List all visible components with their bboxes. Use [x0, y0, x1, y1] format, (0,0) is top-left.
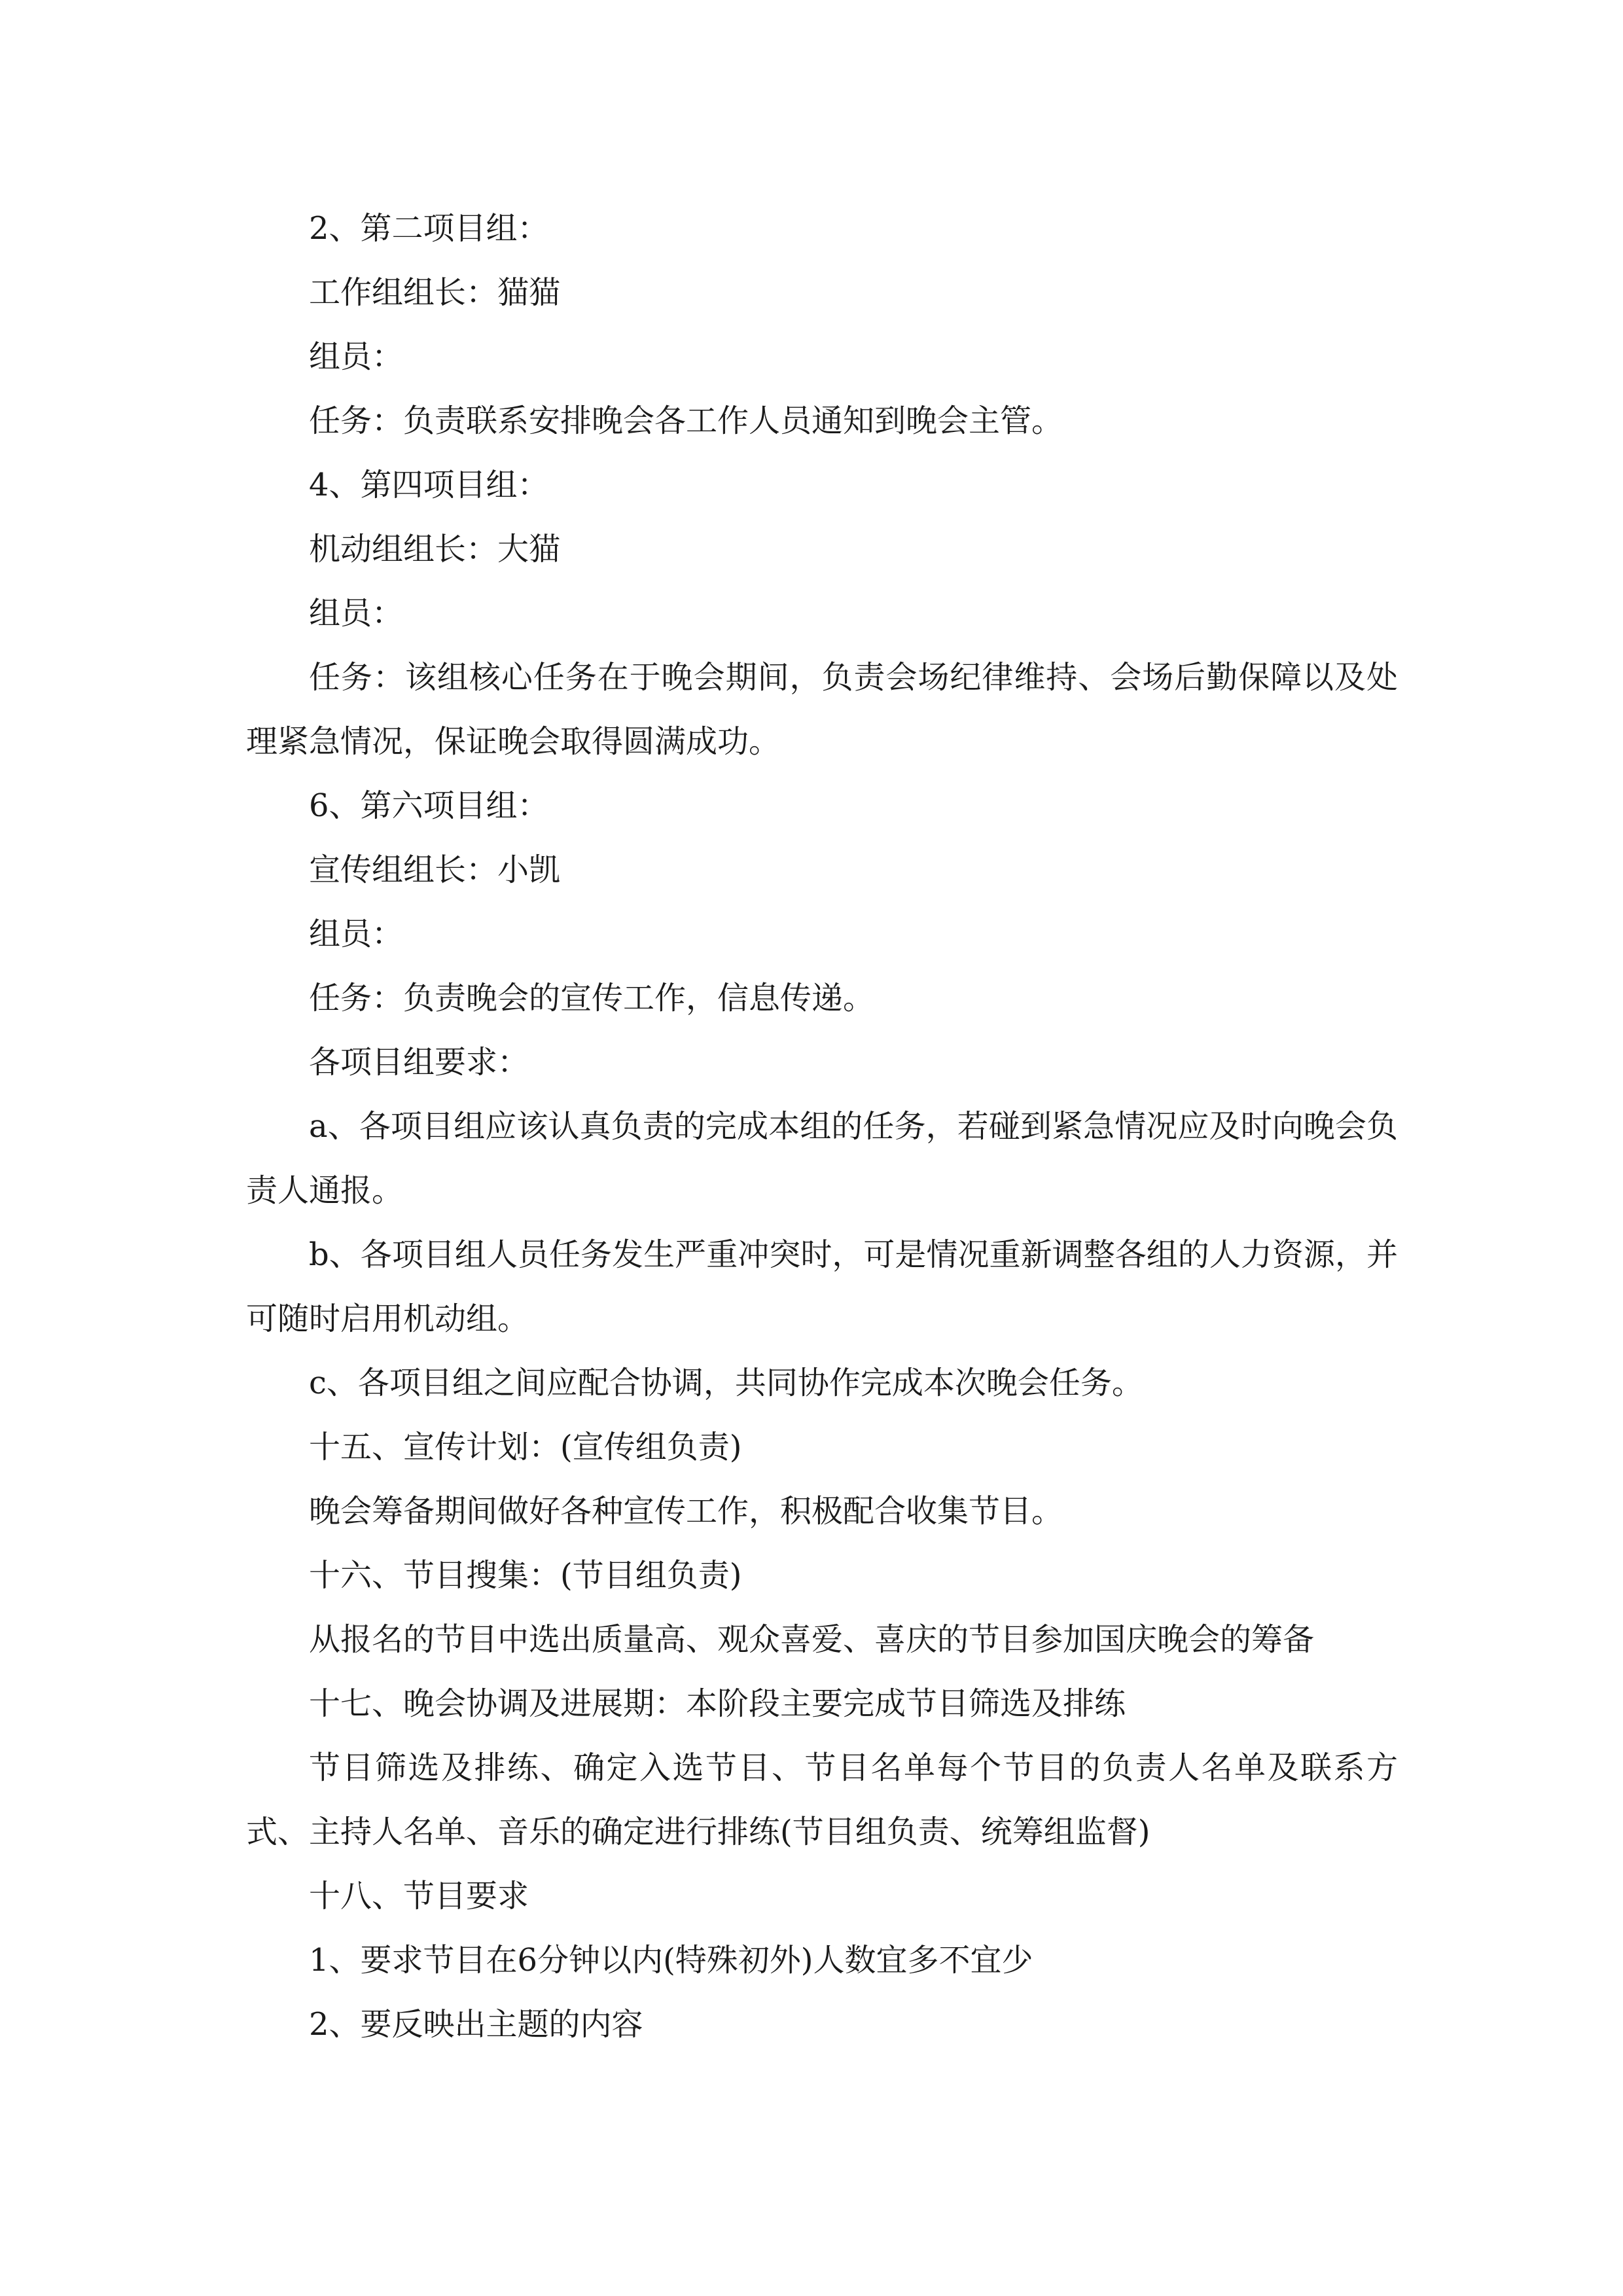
group-4-task: 任务：该组核心任务在于晚会期间，负责会场纪律维持、会场后勤保障以及处理紧急情况，保证晚会取得圆满成功。 [246, 659, 1398, 760]
group-2-task: 任务：负责联系安排晚会各工作人员通知到晚会主管。 [309, 403, 1063, 439]
requirement-a: a、各项目组应该认真负责的完成本组的任务，若碰到紧急情况应及时向晚会负责人通报。 [246, 1108, 1398, 1209]
section-16-heading: 十六、节目搜集：(节目组负责) [309, 1557, 742, 1594]
heading-group-4: 4、第四项目组： [309, 467, 549, 503]
group-6-leader: 宣传组组长：小凯 [309, 852, 561, 888]
section-15-body: 晚会筹备期间做好各种宣传工作，积极配合收集节目。 [309, 1493, 1063, 1530]
group-6-task: 任务：负责晚会的宣传工作，信息传递。 [309, 980, 875, 1016]
group-requirements-heading: 各项目组要求： [309, 1044, 529, 1081]
group-6-members: 组员： [309, 916, 404, 952]
heading-group-2: 2、第二项目组： [309, 210, 549, 247]
heading-group-6: 6、第六项目组： [309, 787, 549, 824]
section-17-heading: 十七、晚会协调及进展期：本阶段主要完成节目筛选及排练 [309, 1685, 1126, 1722]
group-2-members: 组员： [309, 338, 404, 375]
requirement-b: b、各项目组人员任务发生严重冲突时，可是情况重新调整各组的人力资源，并可随时启用机动组。 [246, 1236, 1398, 1337]
section-17-body: 节目筛选及排练、确定入选节目、节目名单每个节目的负责人名单及联系方式、主持人名单、音乐的确定进行排练(节目组负责、统筹组监督) [246, 1749, 1398, 1850]
program-requirement-1: 1、要求节目在6分钟以内(特殊初外)人数宜多不宜少 [309, 1942, 1033, 1979]
section-16-body: 从报名的节目中选出质量高、观众喜爱、喜庆的节目参加国庆晚会的筹备 [309, 1621, 1315, 1658]
group-4-leader: 机动组组长：大猫 [309, 531, 561, 567]
requirement-c: c、各项目组之间应配合协调，共同协作完成本次晚会任务。 [309, 1365, 1143, 1401]
group-2-leader: 工作组组长：猫猫 [309, 274, 561, 311]
section-15-heading: 十五、宣传计划：(宣传组负责) [309, 1429, 742, 1465]
section-18-heading: 十八、节目要求 [309, 1878, 529, 1914]
document-body [246, 196, 1398, 2056]
group-4-members: 组员： [309, 595, 404, 632]
program-requirement-2: 2、要反映出主题的内容 [309, 2006, 643, 2043]
